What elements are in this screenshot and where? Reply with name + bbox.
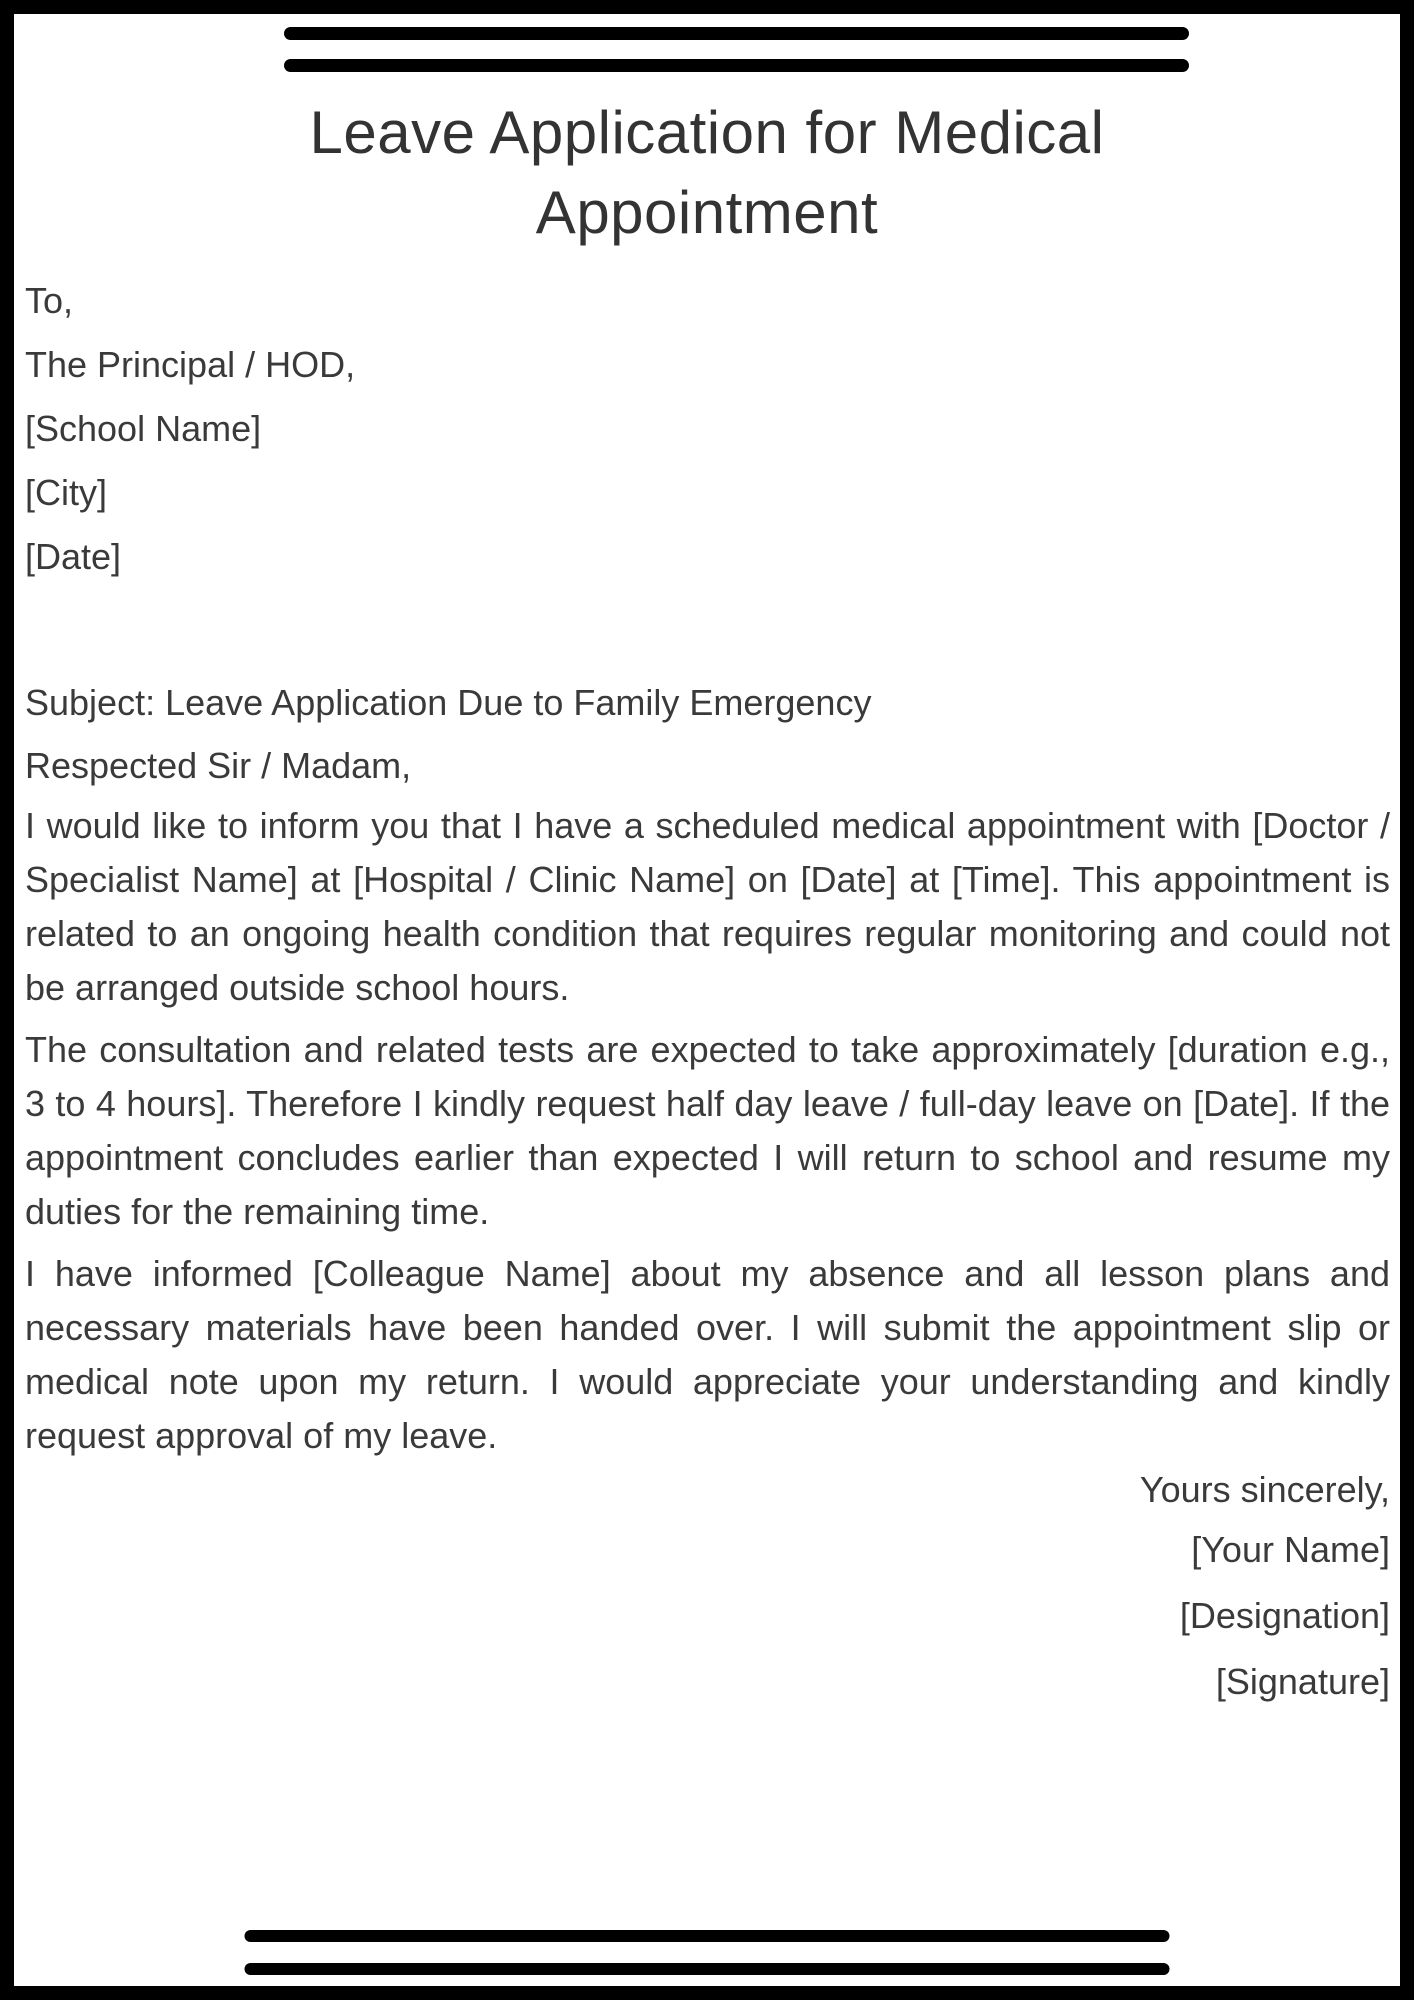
bottom-double-rule	[245, 1930, 1170, 1975]
letter-body	[25, 269, 1390, 1715]
top-double-rule	[284, 27, 1189, 72]
closing-line: Yours sincerely,	[1139, 1469, 1390, 1510]
body-paragraph: The consultation and related tests are expected to take approximately [duration e.g., 3 to 4 hours]. Therefore I kindly request half day leave / full-day leave on [Date]. If the appointment concludes earlier than expected I will return to school and resume my duties for the remaining time.	[25, 1029, 1390, 1232]
decorative-rule	[284, 27, 1189, 40]
decorative-rule	[245, 1963, 1170, 1975]
recipient-line: [City]	[25, 472, 108, 513]
salutation: Respected Sir / Madam,	[25, 745, 412, 786]
decorative-rule	[245, 1930, 1170, 1942]
body-paragraph: I would like to inform you that I have a scheduled medical appointment with [Doctor / Specialist Name] at [Hospital / Clinic Name] on [Date] at [Time]. This appointment is related to an ongoing health condition that requires regular monitoring and could not be arranged outside school hours.	[25, 805, 1390, 1008]
decorative-rule	[284, 59, 1189, 72]
recipient-line: The Principal / HOD,	[25, 344, 356, 385]
recipient-block	[25, 269, 1390, 589]
recipient-line: [School Name]	[25, 408, 262, 449]
signature-line: [Designation]	[1179, 1595, 1390, 1636]
page-title: Leave Application for Medical Appointment	[309, 99, 1105, 246]
signature-block	[25, 1517, 1390, 1715]
signature-line: [Signature]	[1215, 1661, 1390, 1702]
recipient-line: To,	[25, 280, 74, 321]
subject-line: Subject: Leave Application Due to Family Emergency	[25, 682, 872, 723]
signature-line: [Your Name]	[1191, 1529, 1390, 1570]
recipient-line: [Date]	[25, 536, 122, 577]
body-paragraph: I have informed [Colleague Name] about my absence and all lesson plans and necessary materials have been handed over. I will submit the appointment slip or medical note upon my return. I would appreciate your understanding and kindly request approval of my leave.	[25, 1253, 1390, 1456]
